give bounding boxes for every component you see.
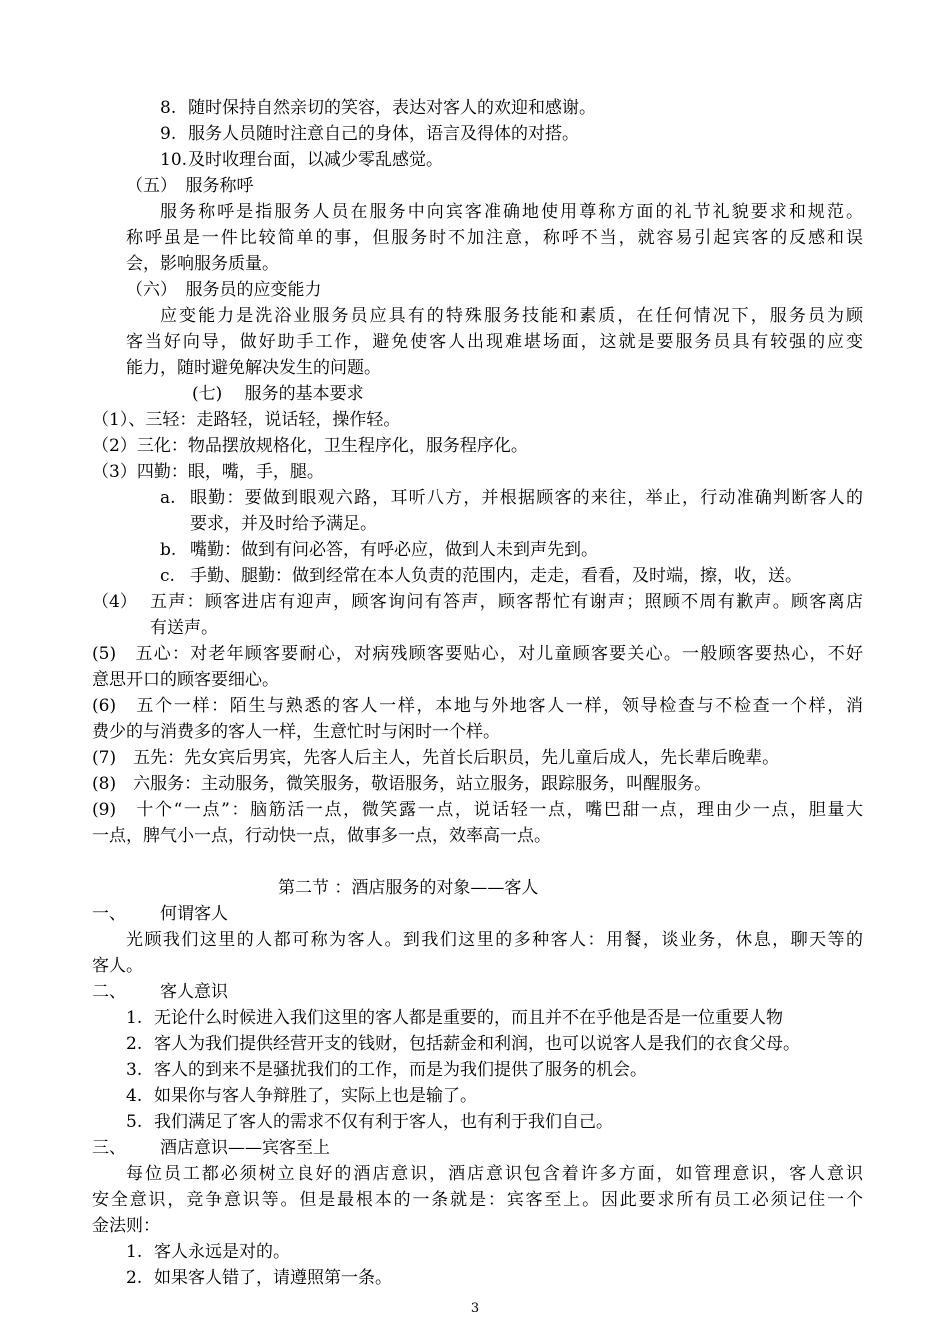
paragraph-line: 客当好向导，做好助手工作，避免使客人出现难堪场面，这就是要服务员具有较强的应变 — [126, 332, 863, 352]
requirement-text: 一点，脾气小一点，行动快一点，做事多一点，效率高一点。 — [92, 826, 551, 846]
heading-num: 一、 — [92, 904, 126, 924]
requirement-item: (8) 六服务：主动服务，微笑服务，敬语服务，站立服务，跟踪服务，叫醒服务。 — [92, 774, 712, 794]
paragraph-line: 服务称呼是指服务人员在服务中向宾客准确地使用尊称方面的礼节礼貌要求和规范。 — [160, 202, 863, 222]
requirement-num: （4） — [92, 592, 137, 612]
sub-item-num: a. — [160, 488, 176, 508]
requirement-item: (7) 五先：先女宾后男宾，先客人后主人，先首长后职员，先儿童后成人，先长辈后晚辈。 — [92, 748, 780, 768]
sub-item: c. 手勤、腿勤：做到经常在本人负责的范围内，走走，看看，及时端，擦，收，送。 — [160, 566, 802, 586]
heading-text: 何谓客人 — [160, 904, 228, 924]
section-heading: (七) 服务的基本要求 — [192, 384, 364, 404]
list-item: 2. 如果客人错了，请遵照第一条。 — [126, 1268, 392, 1288]
requirement-item: （1）、三轻：走路轻，说话轻，操作轻。 — [92, 410, 401, 430]
section-title: 第二节 ：酒店服务的对象——客人 — [278, 878, 539, 898]
section-heading: （五） 服务称呼 — [126, 176, 254, 196]
requirement-text: (9) 十个“一点”：脑筋活一点，微笑露一点，说话轻一点，嘴巴甜一点，理由少一点，胆量大 — [92, 800, 863, 820]
sub-item: b. 嘴勤：做到有问必答，有呼必应，做到人未到声先到。 — [160, 540, 598, 560]
list-item: 1. 客人永远是对的。 — [126, 1242, 290, 1262]
paragraph-line: 光顾我们这里的人都可称为客人。到我们这里的多种客人：用餐，谈业务，休息，聊天等的 — [126, 930, 863, 950]
paragraph-line: 客人。 — [92, 956, 143, 976]
requirement-item: （3）四勤：眼，嘴，手，腿。 — [92, 462, 324, 482]
paragraph-line: 称呼虽是一件比较简单的事，但服务时不加注意，称呼不当，就容易引起宾客的反感和误 — [126, 228, 863, 248]
list-item: 9. 服务人员随时注意自己的身体，语言及得体的对搭。 — [160, 124, 579, 144]
list-item: 1. 无论什么时候进入我们这里的客人都是重要的，而且并不在乎他是否是一位重要人物 — [126, 1008, 783, 1028]
heading-text: 酒店意识——宾客至上 — [160, 1138, 330, 1158]
list-item: 8. 随时保持自然亲切的笑容，表达对客人的欢迎和感谢。 — [160, 98, 596, 118]
requirement-text: 意思开口的顾客要细心。 — [92, 670, 279, 690]
heading-num: 三、 — [92, 1138, 126, 1158]
list-item: 4. 如果你与客人争辩胜了，实际上也是输了。 — [126, 1086, 477, 1106]
list-item: 5. 我们满足了客人的需求不仅有利于客人，也有利于我们自己。 — [126, 1112, 613, 1132]
requirement-text: (6) 五个一样：陌生与熟悉的客人一样，本地与外地客人一样，领导检查与不检查一个样，消 — [92, 696, 863, 716]
paragraph-line: 能力，随时避免解决发生的问题。 — [126, 358, 381, 378]
paragraph-line: 每位员工都必须树立良好的酒店意识，酒店意识包含着许多方面，如管理意识，客人意识 — [126, 1164, 863, 1184]
page-number: 3 — [470, 1301, 480, 1316]
requirement-text: 五声：顾客进店有迎声，顾客询问有答声，顾客帮忙有谢声；照顾不周有歉声。顾客离店 — [150, 592, 863, 612]
requirement-text: (5) 五心：对老年顾客要耐心，对病残顾客要贴心，对儿童顾客要关心。一般顾客要热心，不好 — [92, 644, 863, 664]
heading-num: 二、 — [92, 982, 126, 1002]
paragraph-line: 金法则： — [92, 1216, 160, 1236]
paragraph-line: 会，影响服务质量。 — [126, 254, 279, 274]
section-heading: （六） 服务员的应变能力 — [126, 280, 322, 300]
paragraph-line: 安全意识，竞争意识等。但是最根本的一条就是：宾客至上。因此要求所有员工必须记住一个 — [92, 1190, 863, 1210]
sub-item-text: 眼勤：要做到眼观六路，耳听八方，并根据顾客的来往，举止，行动准确判断客人的 — [190, 488, 863, 508]
requirement-text: 费少的与消费多的客人一样，生意忙时与闲时一个样。 — [92, 722, 500, 742]
heading-text: 客人意识 — [160, 982, 228, 1002]
sub-item-text: 要求，并及时给予满足。 — [190, 514, 377, 534]
requirement-text: 有送声。 — [150, 618, 218, 638]
list-item: 2. 客人为我们提供经营开支的钱财，包括薪金和利润，也可以说客人是我们的衣食父母。 — [126, 1034, 800, 1054]
paragraph-line: 应变能力是洗浴业服务员应具有的特殊服务技能和素质，在任何情况下，服务员为顾 — [160, 306, 863, 326]
requirement-item: （2）三化：物品摆放规格化，卫生程序化，服务程序化。 — [92, 436, 528, 456]
list-item: 10.及时收理台面，以减少零乱感觉。 — [160, 150, 443, 170]
list-item: 3. 客人的到来不是骚扰我们的工作，而是为我们提供了服务的机会。 — [126, 1060, 647, 1080]
